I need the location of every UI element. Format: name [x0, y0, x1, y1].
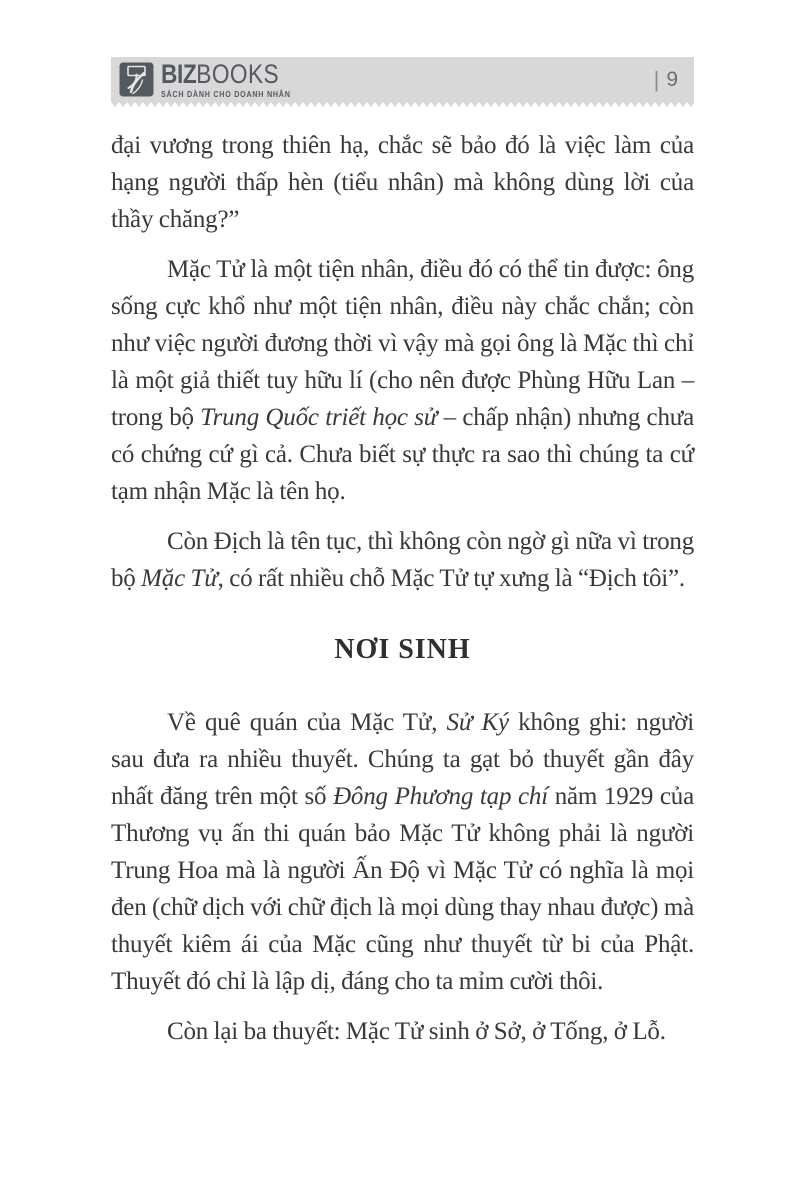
body-text: Còn Địch là tên tục, thì không còn ngờ gì nữa vì trong bộ [111, 528, 694, 592]
brand-name-secondary: BOOKS [196, 58, 280, 89]
page-number-value: 9 [666, 67, 678, 91]
book-figure-icon [119, 62, 154, 97]
paragraph [111, 251, 694, 510]
section-heading: NƠI SINH [334, 634, 471, 665]
paragraph [111, 523, 694, 597]
header-bar [111, 57, 694, 102]
logo-text [161, 58, 291, 99]
body-text: Về quê quán của Mặc Tử, [167, 709, 447, 736]
brand-name-primary: BIZ [161, 58, 197, 89]
italic-title-text: Trung Quốc triết học sử [200, 404, 438, 431]
body-text: , có rất nhiều chỗ Mặc Tử tự xưng là “Địch tôi”. [217, 565, 685, 592]
italic-title-text: Mặc Tử [141, 565, 218, 592]
body-text: Mặc Tử là một tiện nhân, điều đó có thể tin được: ông sống cực khổ như một tiện nhân, điều này chắc chắn; còn như việc người đương thời vì vậy mà gọi ông là Mặc thì chỉ là một giả thiết tuy hữu lí (cho nên được Phùng Hữu Lan – trong bộ [111, 256, 694, 431]
paragraph [111, 1013, 694, 1050]
paragraph [111, 127, 694, 238]
brand-tagline: SÁCH DÀNH CHO DOANH NHÂN [161, 88, 291, 99]
header-zigzag-edge [111, 102, 694, 107]
brand-name [161, 58, 291, 89]
page-number [654, 67, 678, 93]
body-text: năm 1929 của Thương vụ ấn thi quán bảo Mặc Tử không phải là người Trung Hoa mà là người Ấn Độ vì Mặc Tử có nghĩa là mọi đen (chữ dịch với chữ địch là mọi dùng thay nhau được) mà thuyết kiêm ái của Mặc cũng như thuyết từ bi của Phật. Thuyết đó chỉ là lập dị, đáng cho ta mỉm cười thôi. [111, 783, 694, 995]
body-text: – chấp nhận) nhưng chưa có chứng cứ gì cả. Chưa biết sự thực ra sao thì chúng ta cứ tạm nhận Mặc là tên họ. [111, 404, 694, 505]
italic-title-text: Đông Phương tạp chí [333, 783, 548, 810]
body-text: đại vương trong thiên hạ, chắc sẽ bảo đó là việc làm của hạng người thấp hèn (tiểu nhân) mà không dùng lời của thầy chăng?” [111, 132, 694, 233]
publisher-logo [119, 58, 315, 99]
paragraph [111, 704, 694, 1000]
italic-title-text: Sử Ký [446, 709, 509, 736]
body-text: Còn lại ba thuyết: Mặc Tử sinh ở Sở, ở Tống, ở Lỗ. [167, 1018, 666, 1045]
body-text: không ghi: người sau đưa ra nhiều thuyết. Chúng ta gạt bỏ thuyết gần đây nhất đăng trên một số [111, 709, 694, 810]
page-number-separator: | [653, 66, 660, 92]
page-text-column [111, 127, 694, 1063]
